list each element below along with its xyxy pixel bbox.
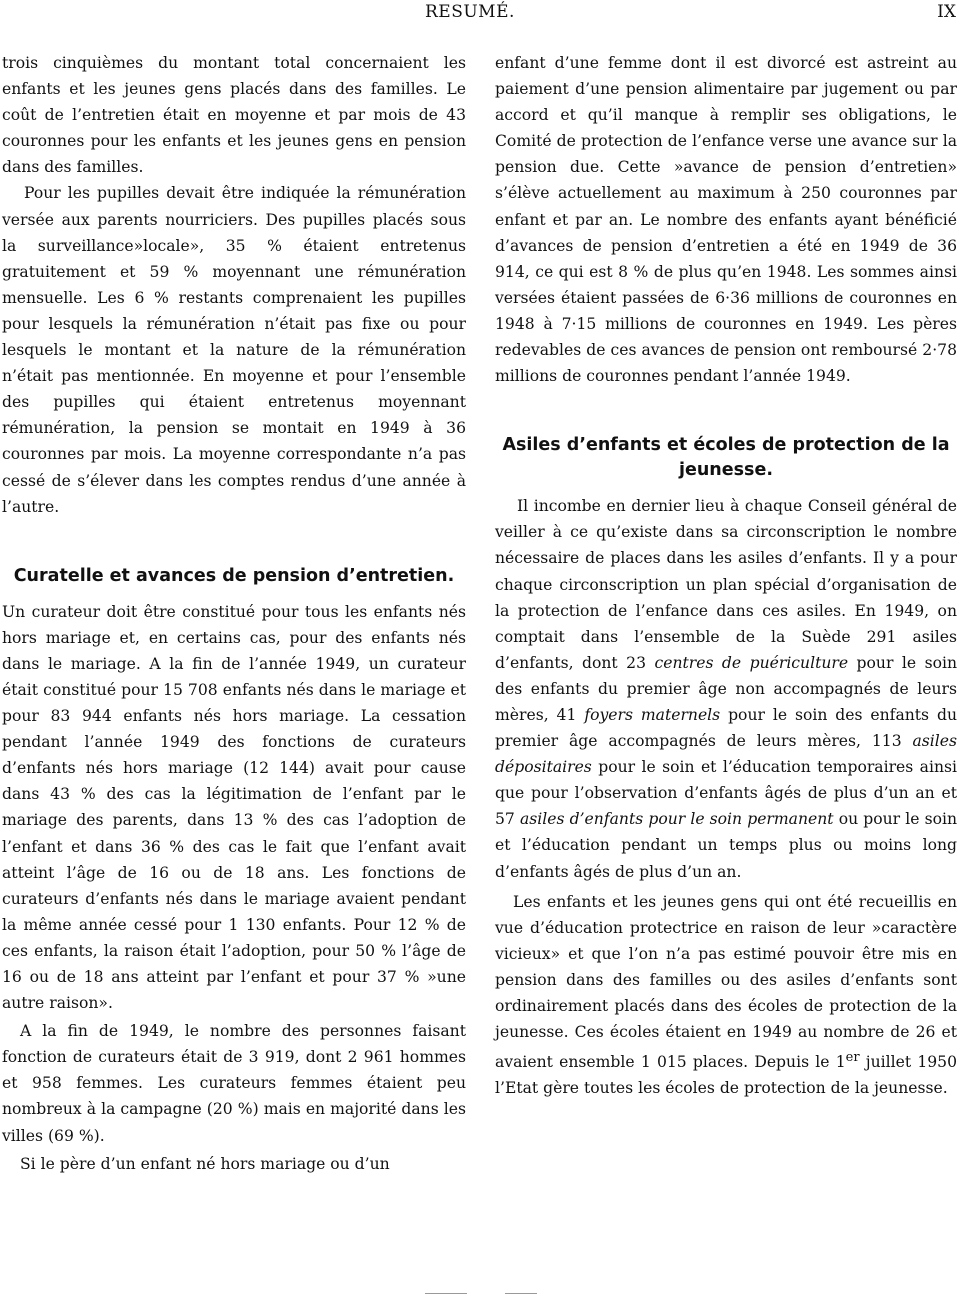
left-paragraph-2: Pour les pupilles devait être indiquée la rémunération versée aux parents nourriciers. Des pupilles placés sous la surveillance»locale», 35 % étaient entretenus gratuitement et 59 % moyennant une rémunération mensuelle. Les 6 % restants comprenaient les pupilles pour lesquels la rémunération n’était pas fixe ou pour lesquels le montant et la nature de la rémunération n’était pas mentionnée. En moyenne et pour l’ensemble des pupilles qui étaient entretenus moyennant rémunération, la pension se montait en 1949 à 36 couronnes par mois. La moyenne correspondante n’a pas cessé de s’élever dans les comptes rendus d’une année à l’autre. [2, 184, 466, 516]
left-paragraph-5: Si le père d’un enfant né hors mariage ou d’un [20, 1154, 390, 1173]
right-column [495, 50, 957, 1102]
page-number: IX [937, 2, 956, 22]
left-paragraph-1: trois cinquièmes du montant total concernaient les enfants et les jeunes gens placés dans des familles. Le coût de l’entretien était en moyenne et par mois de 43 couronnes pour les enfants et les jeunes gens en pension dans des familles. [2, 54, 466, 177]
italic-term-asiles-depositaires: asiles dépositaires [495, 732, 957, 777]
section-heading-asiles: Asiles d’enfants et écoles de protection de la jeunesse. [502, 435, 950, 481]
text-run: pour le soin des enfants du premier âge non accompagnés de leurs mères, 41 [495, 653, 958, 724]
text-run: ou pour le soin et l’éducation pendant un temps plus ou moins long d’enfants âgés de plus d’un an. [495, 810, 958, 881]
right-paragraph-1: enfant d’une femme dont il est divorcé est astreint au paiement d’une pension alimentaire par jugement ou par accord et qu’il manque à remplir ses obligations, le Comité de protection de l’enfance verse une avance sur la pension due. Cette »avance de pension d’entretien» s’élève actuellement au maximum à 250 couronnes par enfant et par an. Le nombre des enfants ayant bénéficié d’avances de pension d’entretien a été en 1949 de 36 914, ce qui est 8 % de plus qu’en 1948. Les sommes ainsi versées étaient passées de 6·36 millions de couronnes en 1948 à 7·15 millions de couronnes en 1949. Les pères redevables de ces avances de pension ont remboursé 2·78 millions de couronnes pendant l’année 1949. [495, 54, 957, 386]
left-column [2, 50, 466, 1177]
section-heading-curatelle: Curatelle et avances de pension d’entretien. [13, 565, 455, 586]
italic-term-asiles-permanent: asiles d’enfants pour le soin permanent [519, 810, 834, 829]
text-run: juillet 1950 l’Etat gère toutes les écoles de protection de la jeunesse. [495, 1053, 957, 1098]
right-paragraph-3 [495, 889, 957, 1102]
text-run: Il incombe en dernier lieu à chaque Conseil général de veiller à ce qu’existe dans sa circonscription le nombre nécessaire de places dans les asiles d’enfants. Il y a pour chaque circonscription un plan spécial d’organisation de la protection de l’enfance dans ces asiles. En 1949, on comptait dans l’ensemble de la Suède 291 asiles d’enfants, dont 23 [495, 497, 957, 672]
text-run: Les enfants et les jeunes gens qui ont été recueillis en vue d’éducation protectrice en raison de leur »caractère vicieux» et que l’on n’a pas estimé pouvoir être mis en pension dans des familles ou des asiles d’enfants sont ordinairement placés dans des écoles de protection de la jeunesse. Ces écoles étaient en 1949 au nombre de 26 et avaient ensemble 1 015 places. Depuis le 1 [495, 892, 957, 1072]
footer-mark [505, 1293, 537, 1294]
running-header [0, 2, 960, 28]
italic-term-foyers: foyers maternels [584, 705, 721, 724]
superscript: er [845, 1050, 860, 1066]
text-run: pour le soin des enfants du premier âge accompagnés de leurs mères, 113 [495, 705, 957, 751]
left-paragraph-3: Un curateur doit être constitué pour tous les enfants nés hors mariage et, en certains cas, pour des enfants nés dans le mariage. A la fin de l’année 1949, un curateur était constitué pour 15 708 enfants nés dans le mariage et pour 83 944 enfants nés hors mariage. La cessation pendant l’année 1949 des fonctions de curateurs d’enfants nés hors mariage (12 144) avait pour cause dans 43 % des cas la légitimation de l’enfant par le mariage des parents, dans 13 % des cas l’adoption de l’enfant et dans 36 % des cas le fait que l’enfant avait atteint l’âge de 16 ou de 18 ans. Les fonctions de curateurs d’enfants nés dans le mariage avaient pendant la même année cessé pour 1 130 enfants. Pour 12 % de ces enfants, la raison était l’adoption, pour 50 % l’âge de 16 ou de 18 ans atteint par l’enfant et pour 37 % »une autre raison». [2, 602, 466, 1013]
running-title: RESUMÉ. [425, 2, 515, 22]
italic-term-centres: centres de puériculture [654, 653, 849, 672]
left-paragraph-4: A la fin de 1949, le nombre des personnes faisant fonction de curateurs était de 3 919, dont 2 961 hommes et 958 femmes. Les curateurs femmes étaient peu nombreux à la campagne (20 %) mais en majorité dans les villes (69 %). [2, 1022, 466, 1145]
footer-mark [425, 1293, 467, 1294]
text-run: pour le soin et l’éducation temporaires ainsi que pour l’observation d’enfants âgés de plus d’un an et 57 [495, 758, 957, 829]
right-paragraph-2 [495, 493, 957, 884]
